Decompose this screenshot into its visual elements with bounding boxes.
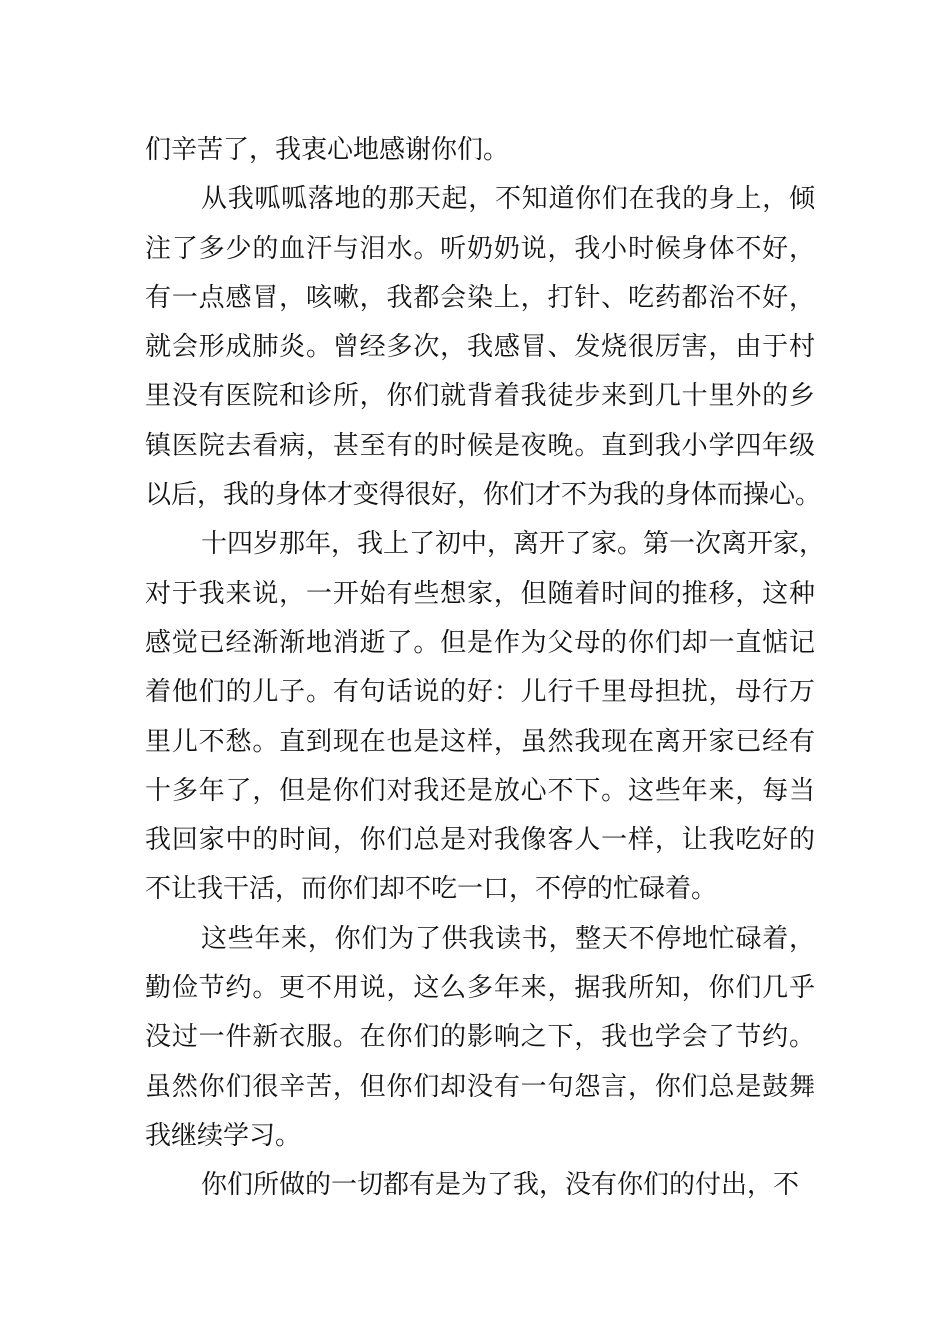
text-line: 不让我干活，而你们却不吃一口，不停的忙碌着。 xyxy=(145,874,718,905)
text-line: 没过一件新衣服。在你们的影响之下，我也学会了节约。 xyxy=(145,1022,815,1053)
text-line: 对于我来说，一开始有些想家，但随着时间的推移，这种 xyxy=(145,578,815,609)
text-line: 里儿不愁。直到现在也是这样，虽然我现在离开家已经有 xyxy=(145,726,815,757)
text-line: 镇医院去看病，甚至有的时候是夜晚。直到我小学四年级 xyxy=(145,430,815,461)
text-line: 十多年了，但是你们对我还是放心不下。这些年来，每当 xyxy=(145,775,815,806)
paragraph-first-line: 你们所做的一切都有是为了我，没有你们的付出，不 xyxy=(201,1170,800,1201)
text-line: 我继续学习。 xyxy=(145,1120,302,1151)
text-line: 着他们的儿子。有句话说的好：儿行千里母担扰，母行万 xyxy=(145,677,815,708)
text-line: 就会形成肺炎。曾经多次，我感冒、发烧很厉害，由于村 xyxy=(145,332,815,363)
text-line: 以后，我的身体才变得很好，你们才不为我的身体而操心。 xyxy=(145,480,822,511)
text-line: 有一点感冒，咳嗽，我都会染上，打针、吃药都治不好， xyxy=(145,282,815,313)
text-line: 们辛苦了，我衷心地感谢你们。 xyxy=(145,135,510,165)
paragraph-first-line: 从我呱呱落地的那天起，不知道你们在我的身上，倾 xyxy=(201,184,815,215)
paragraph-first-line: 这些年来，你们为了供我读书，整天不停地忙碌着， xyxy=(201,923,815,954)
text-line: 我回家中的时间，你们总是对我像客人一样，让我吃好的 xyxy=(145,825,815,856)
text-line: 虽然你们很辛苦，但你们却没有一句怨言，你们总是鼓舞 xyxy=(145,1071,815,1102)
text-line: 感觉已经渐渐地消逝了。但是作为父母的你们却一直惦记 xyxy=(145,627,815,658)
text-line: 里没有医院和诊所，你们就背着我徒步来到几十里外的乡 xyxy=(145,381,815,412)
text-line: 勤俭节约。更不用说，这么多年来，据我所知，你们几乎 xyxy=(145,973,815,1004)
text-line: 注了多少的血汗与泪水。听奶奶说，我小时候身体不好， xyxy=(145,233,815,264)
body-text xyxy=(145,126,826,1211)
paragraph-first-line: 十四岁那年，我上了初中，离开了家。第一次离开家， xyxy=(201,529,826,560)
